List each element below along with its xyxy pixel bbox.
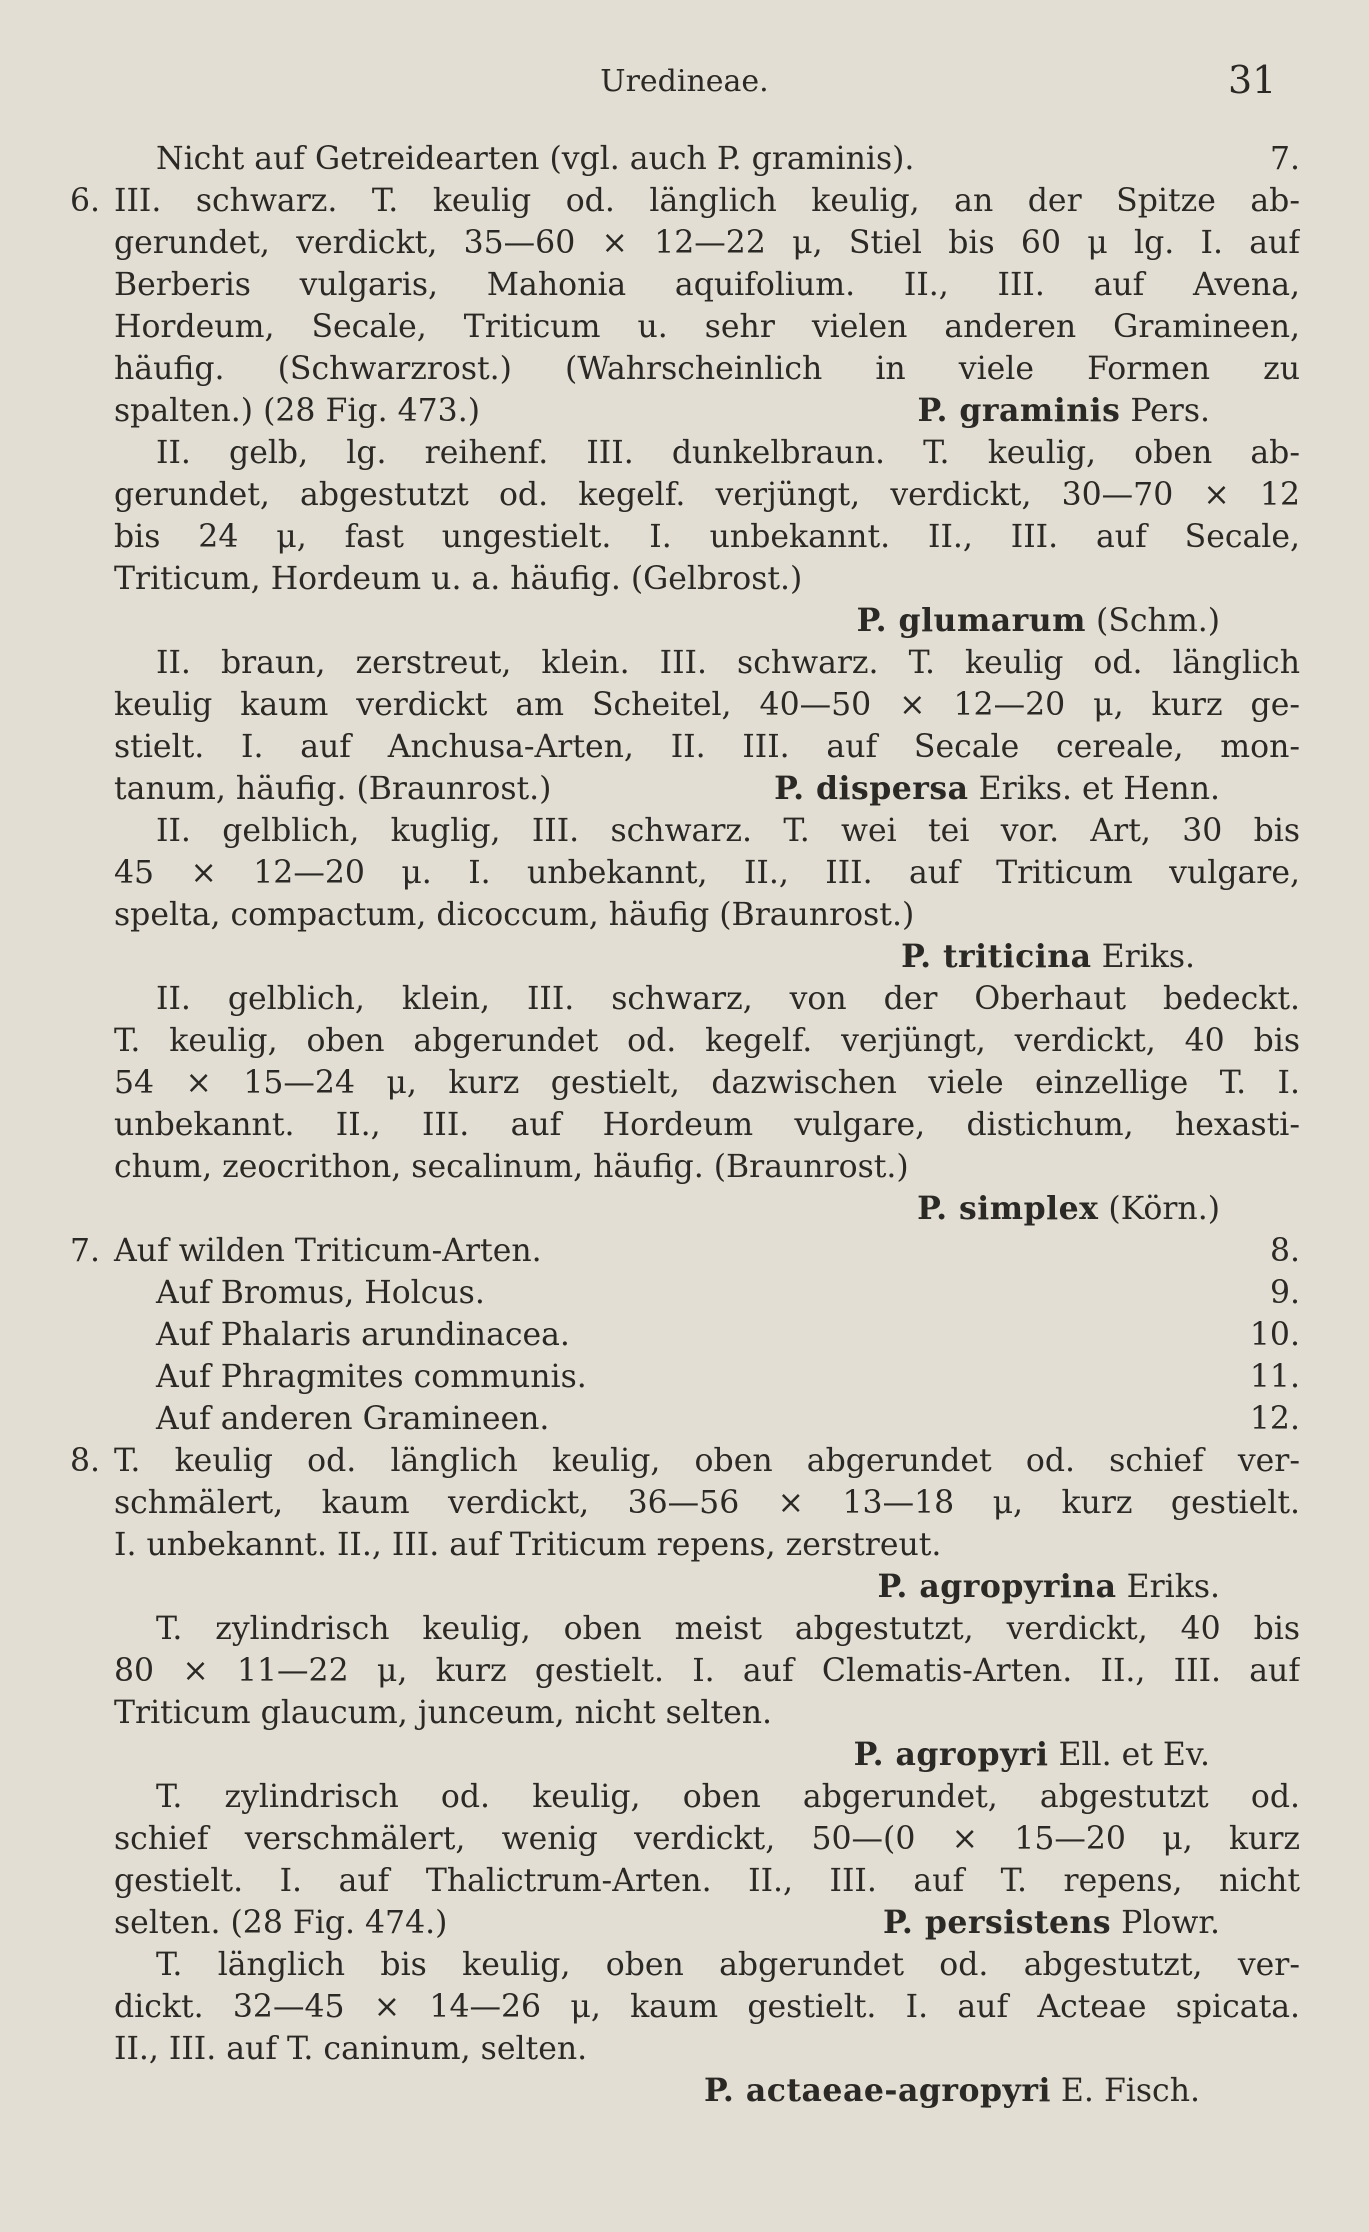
text-line xyxy=(70,264,1300,306)
text-line xyxy=(70,2028,1300,2070)
species-authority: Eriks. xyxy=(1116,1569,1220,1605)
line-text: Hordeum, Secale, Triticum u. sehr vielen anderen Gramineen, xyxy=(114,309,1300,345)
key-reference: 9. xyxy=(1269,1275,1300,1311)
species-authority: Pers. xyxy=(1120,393,1210,429)
key-number: 7. xyxy=(70,1233,101,1269)
species-binomial: P. agropyrina xyxy=(877,1568,1117,1605)
text-line xyxy=(70,516,1300,558)
line-text: III. schwarz. T. keulig od. länglich keulig, an der Spitze ab- xyxy=(114,183,1300,219)
line-text: unbekannt. II., III. auf Hordeum vulgare, distichum, hexasti- xyxy=(114,1107,1300,1143)
line-text: keulig kaum verdickt am Scheitel, 40—50 × 12—20 μ, kurz ge- xyxy=(114,687,1300,723)
line-text: stielt. I. auf Anchusa-Arten, II. III. auf Secale cereale, mon- xyxy=(114,729,1300,765)
species-binomial: P. persistens xyxy=(882,1904,1112,1941)
line-text: Nicht auf Getreidearten (vgl. auch P. graminis). xyxy=(156,141,915,177)
line-text: schief verschmälert, wenig verdickt, 50—(0 × 15—20 μ, kurz xyxy=(114,1821,1300,1857)
text-line xyxy=(70,1692,1300,1734)
species-authority: Ell. et Ev. xyxy=(1048,1737,1210,1773)
species-authority: E. Fisch. xyxy=(1050,2073,1200,2109)
key-reference: 11. xyxy=(1249,1359,1300,1395)
species-authority: (Schm.) xyxy=(1086,603,1220,639)
key-reference: 8. xyxy=(1269,1233,1300,1269)
line-text: 45 × 12—20 μ. I. unbekannt, II., III. auf Triticum vulgare, xyxy=(114,855,1300,891)
line-text: Auf wilden Triticum-Arten. xyxy=(114,1233,542,1269)
line-text: selten. (28 Fig. 474.) xyxy=(114,1905,448,1941)
text-line xyxy=(70,1944,1300,1986)
line-text: T. zylindrisch keulig, oben meist abgestutzt, verdickt, 40 bis xyxy=(156,1611,1300,1647)
species-binomial: P. glumarum xyxy=(856,602,1087,639)
species-binomial: P. actaeae-agropyri xyxy=(703,2072,1051,2109)
species-binomial: P. dispersa xyxy=(774,770,969,807)
body-text xyxy=(70,138,1300,2112)
species-authority: Plowr. xyxy=(1111,1905,1220,1941)
text-line xyxy=(70,1146,1300,1188)
line-text: gestielt. I. auf Thalictrum-Arten. II., III. auf T. repens, nicht xyxy=(114,1863,1300,1899)
line-text: Auf anderen Gramineen. xyxy=(156,1401,550,1437)
text-line xyxy=(70,558,1300,600)
species-binomial: P. agropyri xyxy=(853,1736,1049,1773)
line-text: gerundet, verdickt, 35—60 × 12—22 μ, Stiel bis 60 μ lg. I. auf xyxy=(114,225,1300,261)
text-line xyxy=(70,1902,1300,1944)
species-name xyxy=(901,936,1195,978)
text-line xyxy=(70,1356,1300,1398)
line-text: T. zylindrisch od. keulig, oben abgerundet, abgestutzt od. xyxy=(156,1779,1300,1815)
line-text: Triticum, Hordeum u. a. häufig. (Gelbrost.) xyxy=(114,561,803,597)
page-number: 31 xyxy=(1228,58,1277,102)
species-name xyxy=(917,1188,1220,1230)
text-line xyxy=(70,1020,1300,1062)
text-line xyxy=(70,1734,1300,1776)
species-name xyxy=(774,768,1220,810)
species-name xyxy=(704,2070,1200,2112)
line-text: dickt. 32—45 × 14—26 μ, kaum gestielt. I. auf Acteae spicata. xyxy=(114,1989,1300,2025)
text-line xyxy=(70,1272,1300,1314)
line-text: 80 × 11—22 μ, kurz gestielt. I. auf Clematis-Arten. II., III. auf xyxy=(114,1653,1300,1689)
key-number: 8. xyxy=(70,1443,101,1479)
text-line xyxy=(70,390,1300,432)
species-binomial: P. graminis xyxy=(917,392,1121,429)
text-line xyxy=(70,726,1300,768)
line-text: II. gelblich, klein, III. schwarz, von der Oberhaut bedeckt. xyxy=(156,981,1300,1017)
line-text: T. keulig, oben abgerundet od. kegelf. verjüngt, verdickt, 40 bis xyxy=(114,1023,1300,1059)
text-line xyxy=(70,810,1300,852)
line-text: Berberis vulgaris, Mahonia aquifolium. II., III. auf Avena, xyxy=(114,267,1300,303)
text-line xyxy=(70,2070,1300,2112)
text-line xyxy=(70,1482,1300,1524)
line-text: Auf Phalaris arundinacea. xyxy=(156,1317,570,1353)
text-line xyxy=(70,306,1300,348)
text-line xyxy=(70,684,1300,726)
text-line xyxy=(70,1986,1300,2028)
species-authority: (Körn.) xyxy=(1098,1191,1220,1227)
text-line xyxy=(70,348,1300,390)
text-line xyxy=(70,936,1300,978)
text-line xyxy=(70,1104,1300,1146)
species-name xyxy=(877,1566,1220,1608)
text-line xyxy=(70,180,1300,222)
text-line xyxy=(70,642,1300,684)
text-line xyxy=(70,222,1300,264)
line-text: tanum, häufig. (Braunrost.) xyxy=(114,771,552,807)
text-line xyxy=(70,1314,1300,1356)
line-text: Auf Phragmites communis. xyxy=(156,1359,587,1395)
line-text: gerundet, abgestutzt od. kegelf. verjüngt, verdickt, 30—70 × 12 xyxy=(114,477,1300,513)
line-text: T. länglich bis keulig, oben abgerundet od. abgestutzt, ver- xyxy=(156,1947,1300,1983)
text-line xyxy=(70,768,1300,810)
text-line xyxy=(70,1188,1300,1230)
text-line xyxy=(70,1230,1300,1272)
key-number: 6. xyxy=(70,183,101,219)
text-line xyxy=(70,852,1300,894)
line-text: II. gelb, lg. reihenf. III. dunkelbraun. T. keulig, oben ab- xyxy=(156,435,1300,471)
species-name xyxy=(883,1902,1220,1944)
text-line xyxy=(70,1062,1300,1104)
text-line xyxy=(70,1608,1300,1650)
text-line xyxy=(70,1398,1300,1440)
line-text: bis 24 μ, fast ungestielt. I. unbekannt. II., III. auf Secale, xyxy=(114,519,1300,555)
text-line xyxy=(70,1860,1300,1902)
text-line xyxy=(70,1524,1300,1566)
line-text: spelta, compactum, dicoccum, häufig (Braunrost.) xyxy=(114,897,915,933)
text-line xyxy=(70,1440,1300,1482)
line-text: T. keulig od. länglich keulig, oben abgerundet od. schief ver- xyxy=(114,1443,1300,1479)
line-text: II., III. auf T. caninum, selten. xyxy=(114,2031,588,2067)
line-text: chum, zeocrithon, secalinum, häufig. (Braunrost.) xyxy=(114,1149,909,1185)
line-text: I. unbekannt. II., III. auf Triticum repens, zerstreut. xyxy=(114,1527,942,1563)
species-name xyxy=(854,1734,1210,1776)
text-line xyxy=(70,1818,1300,1860)
text-line xyxy=(70,138,1300,180)
line-text: häufig. (Schwarzrost.) (Wahrscheinlich in viele Formen zu xyxy=(114,351,1300,387)
species-authority: Eriks. xyxy=(1091,939,1195,975)
text-line xyxy=(70,600,1300,642)
species-binomial: P. triticina xyxy=(901,938,1092,975)
key-reference: 12. xyxy=(1249,1401,1300,1437)
text-line xyxy=(70,1776,1300,1818)
text-line xyxy=(70,432,1300,474)
running-header-title: Uredineae. xyxy=(600,64,769,99)
species-name xyxy=(917,390,1210,432)
species-authority: Eriks. et Henn. xyxy=(968,771,1220,807)
key-reference: 7. xyxy=(1269,141,1300,177)
line-text: schmälert, kaum verdickt, 36—56 × 13—18 μ, kurz gestielt. xyxy=(114,1485,1300,1521)
text-line xyxy=(70,1566,1300,1608)
text-line xyxy=(70,978,1300,1020)
line-text: II. gelblich, kuglig, III. schwarz. T. wei tei vor. Art, 30 bis xyxy=(156,813,1300,849)
text-line xyxy=(70,894,1300,936)
species-name xyxy=(857,600,1220,642)
line-text: 54 × 15—24 μ, kurz gestielt, dazwischen viele einzellige T. I. xyxy=(114,1065,1300,1101)
key-reference: 10. xyxy=(1249,1317,1300,1353)
line-text: II. braun, zerstreut, klein. III. schwarz. T. keulig od. länglich xyxy=(156,645,1300,681)
species-binomial: P. simplex xyxy=(917,1190,1099,1227)
text-line xyxy=(70,1650,1300,1692)
line-text: Triticum glaucum, junceum, nicht selten. xyxy=(114,1695,773,1731)
text-line xyxy=(70,474,1300,516)
line-text: spalten.) (28 Fig. 473.) xyxy=(114,393,481,429)
line-text: Auf Bromus, Holcus. xyxy=(156,1275,485,1311)
